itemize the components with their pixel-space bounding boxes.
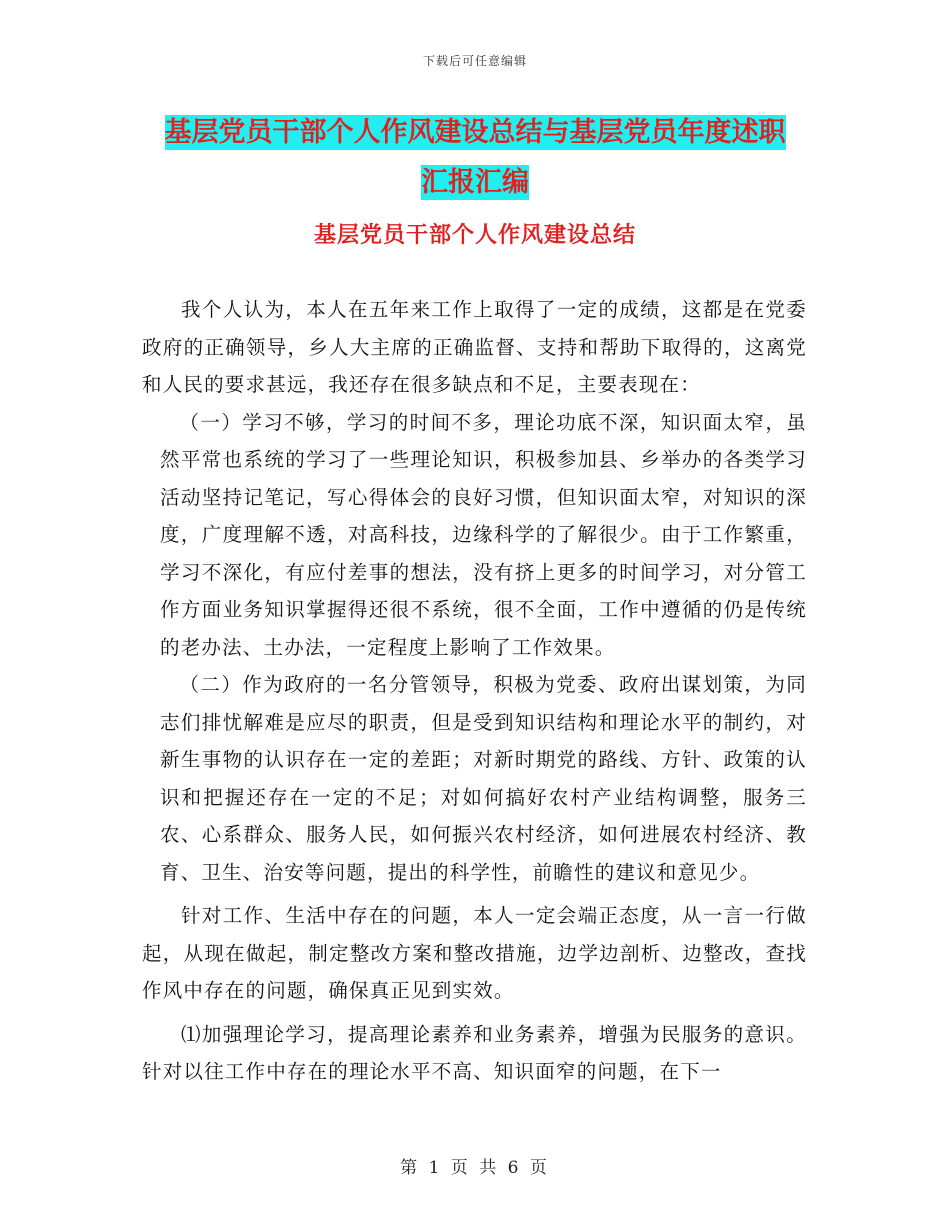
paragraph: ⑴加强理论学习，提高理论素养和业务素养，增强为民服务的意识。针对以往工作中存在的理论水平不高、知识面窄的问题，在下一 xyxy=(142,1022,807,1083)
paragraph: （二）作为政府的一名分管领导，积极为党委、政府出谋划策，为同志们排忧解难是应尽的职责，但是受到知识结构和理论水平的制约，对新生事物的认识存在一定的差距；对新时期党的路线、方针、政策的认识和把握还存在一定的不足；对如何搞好农村产业结构调整，服务三农、心系群众、服务人民，如何振兴农村经济，如何进展农村经济、教育、卫生、治安等问题，提出的科学性，前瞻性的建议和意见少。 xyxy=(160,673,807,884)
document-title-line-2: 汇报汇编 xyxy=(421,167,529,198)
document-body xyxy=(142,291,807,1091)
paragraph: （一）学习不够，学习的时间不多，理论功底不深，知识面太窄，虽然平常也系统的学习了一些理论知识，积极参加县、乡举办的各类学习活动坚持记笔记，写心得体会的良好习惯，但知识面太窄，对知识的深度，广度理解不透，对高科技，边缘科学的了解很少。由于工作繁重，学习不深化，有应付差事的想法，没有挤上更多的时间学习，对分管工作方面业务知识掌握得还很不系统，很不全面，工作中遵循的仍是传统的老办法、土办法，一定程度上影响了工作效果。 xyxy=(160,410,807,659)
section-title: 基层党员干部个人作风建设总结 xyxy=(313,223,636,248)
header-note: 下载后可任意编辑 xyxy=(422,54,527,68)
document-title xyxy=(140,108,810,208)
paragraph: 针对工作、生活中存在的问题，本人一定会端正态度，从一言一行做起，从现在做起，制定整改方案和整改措施，边学边剖析、边整改，查找作风中存在的问题，确保真正见到实效。 xyxy=(142,904,807,1002)
document-title-line-1: 基层党员干部个人作风建设总结与基层党员年度述职 xyxy=(164,117,786,148)
paragraph: 我个人认为，本人在五年来工作上取得了一定的成绩，这都是在党委政府的正确领导，乡人大主席的正确监督、支持和帮助下取得的，这离党和人民的要求甚远，我还存在很多缺点和不足，主要表现在： xyxy=(142,298,807,396)
page-footer: 第 1 页 共 6 页 xyxy=(400,1158,550,1178)
